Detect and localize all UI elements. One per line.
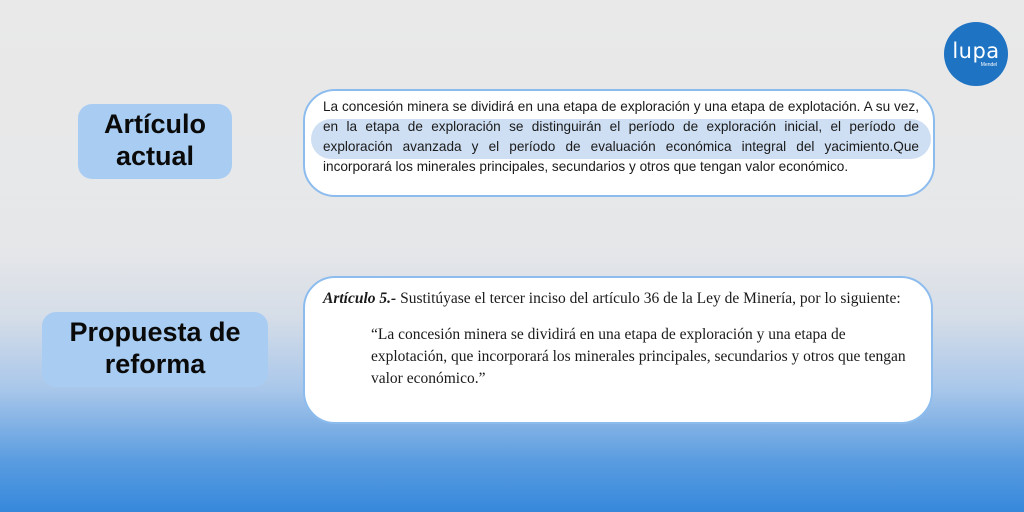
article-title: Artículo 5.- (323, 290, 397, 307)
current-article-text: La concesión minera se dividirá en una etapa de exploración y una etapa de explotación. A su vez, en la etapa de exploración se distinguirán el período de exploración inicial, el período de exploración avanzada y el período de evaluación económica integral del yacimiento.Que incorporará los minerales principales, secundarios y otros que tengan valor económico. (323, 99, 919, 174)
current-label-line1: Artículo (103, 109, 206, 139)
logo-subtext: Mendel (980, 61, 998, 68)
current-article-box (303, 89, 935, 197)
proposal-intro (323, 288, 913, 310)
proposal-label-line1: Propuesta de (69, 317, 241, 347)
reform-proposal-box (303, 276, 933, 424)
lupa-logo (944, 22, 1008, 86)
logo-word: lupa (952, 38, 1000, 63)
current-label-line2: actual (115, 141, 195, 172)
reform-proposal-label (42, 312, 268, 387)
article-intro-text: Sustitúyase el tercer inciso del artículo 36 de la Ley de Minería, por lo siguiente: (396, 290, 901, 307)
proposal-label-line2: reforma (104, 349, 206, 380)
current-article-label (78, 104, 232, 179)
proposal-quote: “La concesión minera se dividirá en una etapa de exploración y una etapa de explotación, que incorporará los minerales principales, secundarios y otros que tengan valor económico.” (371, 326, 906, 387)
